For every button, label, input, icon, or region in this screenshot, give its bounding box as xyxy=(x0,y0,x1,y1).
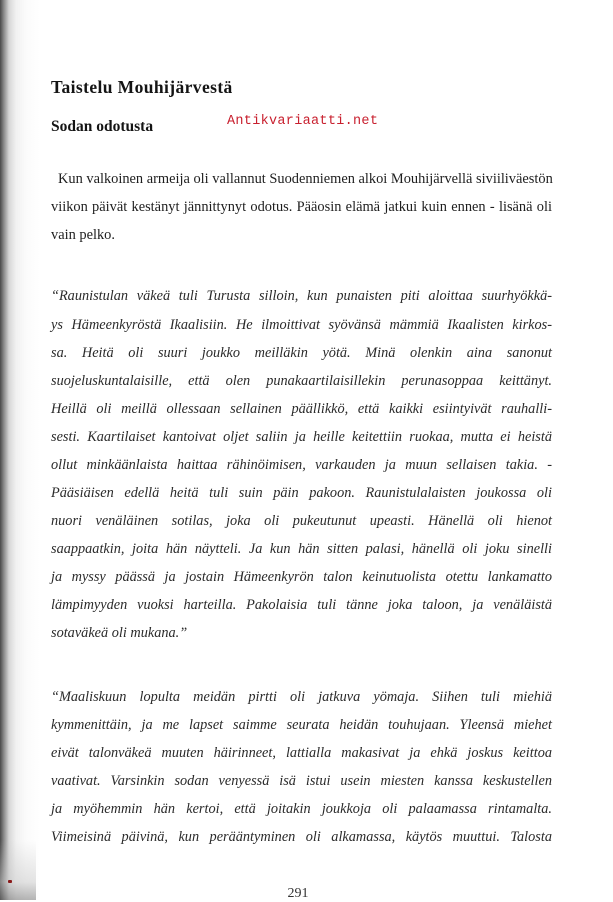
quote-line: vaativat. Varsinkin sodan venyessä isä istui usein miesten kanssa keskustellen xyxy=(51,773,552,789)
quote-line: ys Hämeenkyröstä Ikaalisiin. He ilmoittivat syövänsä mämmiä Ikaalisten kirkos- xyxy=(51,317,552,333)
quote-line: suojeluskuntalaisille, että olen punakaartilaisillekin perunasoppaa keittänyt. xyxy=(51,373,552,389)
quote-line: nuori venäläinen sotilas, joka oli pukeutunut upeasti. Hänellä oli hienot xyxy=(51,513,552,529)
quote-line: sesti. Kaartilaiset kantoivat oljet saliin ja heille keitettiin ruokaa, mutta ei heistä xyxy=(51,429,552,445)
quote-line: ja myssy päässä ja jostain Hämeenkyrön talon keinutuolista otettu lankamatto xyxy=(51,569,552,585)
watermark-text: Antikvariaatti.net xyxy=(227,114,379,129)
paragraph-line: vain pelko. xyxy=(51,227,115,243)
quote-line: kymmenittäin, ja me lapset saimme seurata heidän touhujaan. Yleensä miehet xyxy=(51,717,552,733)
quote-line: sa. Heitä oli suuri joukko meilläkin yötä. Minä olenkin aina sanonut xyxy=(51,345,552,361)
paragraph-line: Kun valkoinen armeija oli vallannut Suodenniemen alkoi Mouhijärvellä siviiliväestön xyxy=(58,171,553,187)
section-subheading: Sodan odotusta xyxy=(51,118,154,135)
quote-line: saappaatkin, joita hän näytteli. Ja kun hän sitten palasi, hänellä oli joku sinelli xyxy=(51,541,552,557)
quote-line: “Raunistulan väkeä tuli Turusta silloin, kun punaisten piti aloittaa suurhyökkä- xyxy=(51,288,552,304)
quote-line: ollut minkäänlaista haittaa rähinöimisen, varkauden ja muun sellaisen takia. - xyxy=(51,457,552,473)
paragraph-line: viikon päivät kestänyt jännittynyt odotus. Pääosin elämä jatkui kuin ennen - lisänä oli xyxy=(51,199,552,215)
quote-line: Heillä oli meillä ollessaan sellainen päällikkö, että kaikki esiintyivät rauhalli- xyxy=(51,401,552,417)
page-number: 291 xyxy=(287,886,309,901)
quote-line: sotaväkeä oli mukana.” xyxy=(51,625,188,641)
quote-line: eivät talonväkeä muuten häirinneet, lattialla makasivat ja ehkä joskus keittoa xyxy=(51,745,552,761)
chapter-heading: Taistelu Mouhijärvestä xyxy=(51,77,233,97)
quote-line: lämpimyyden vuoksi harteilla. Pakolaisia tuli tänne joka taloon, ja venäläistä xyxy=(51,597,552,613)
red-mark xyxy=(8,880,12,883)
quote-line: Viimeisinä päivinä, kun perääntyminen oli alkamassa, käytös muuttui. Talosta xyxy=(51,829,552,845)
quote-line: ja myöhemmin hän kertoi, että joitakin joukkoja oli palaamassa rintamalta. xyxy=(51,801,552,817)
quote-line: “Maaliskuun lopulta meidän pirtti oli jatkuva yömaja. Siihen tuli miehiä xyxy=(51,689,552,705)
page-corner-shadow xyxy=(0,840,36,900)
quote-line: Pääsiäisen edellä heitä tuli suin päin pakoon. Raunistulalaisten joukossa oli xyxy=(51,485,552,501)
